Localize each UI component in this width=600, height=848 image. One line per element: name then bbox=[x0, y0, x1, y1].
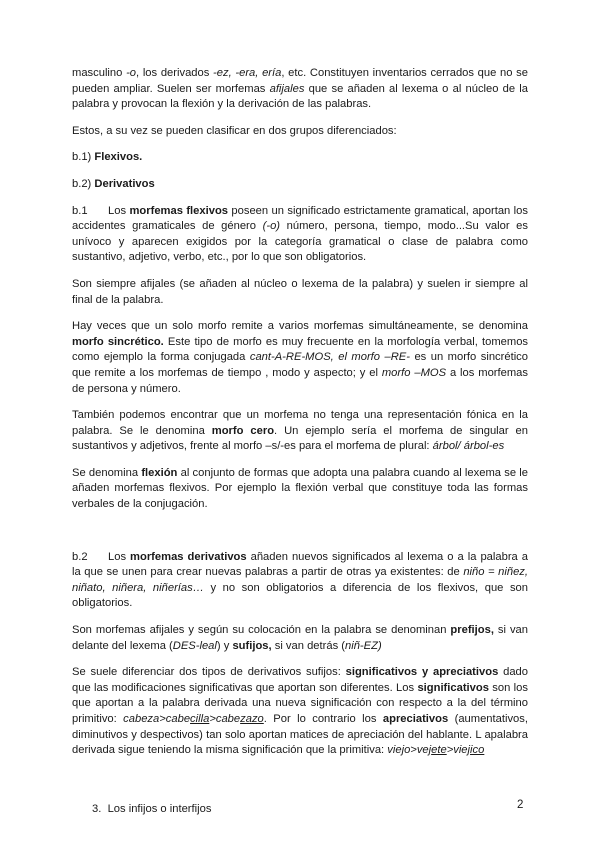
term-morfemas-flexivos: morfemas flexivos bbox=[129, 204, 228, 217]
heading-title: Flexivos. bbox=[94, 151, 143, 164]
example: DES-leal bbox=[172, 639, 217, 652]
section-label: b.1 bbox=[72, 204, 88, 217]
section-title: Los infijos o interfijos bbox=[107, 802, 212, 815]
example: cant-A-RE-MOS, el morfo –RE- bbox=[249, 351, 410, 364]
example bbox=[123, 713, 264, 725]
text: es un morfo sincrético que remite a los morfemas de tiempo , modo y aspecto; y el bbox=[72, 351, 528, 379]
term-significativos: significativos bbox=[417, 681, 489, 694]
example: morfo –MOS bbox=[381, 366, 447, 379]
term-afijales: afijales bbox=[269, 82, 305, 95]
text: Este tipo de morfo es muy frecuente en la morfología verbal, tomemos como ejemplo la forma conjugada bbox=[72, 335, 529, 364]
text: También podemos encontrar que un morfema no tenga una representación fónica en la palabra. Se le denomina bbox=[72, 409, 528, 437]
text: Los bbox=[108, 204, 130, 217]
section-3-heading bbox=[92, 802, 528, 818]
term-morfo-sincretico: morfo sincrético. bbox=[72, 335, 164, 348]
example: niño = niñez, niñato, niñera, niñerías… bbox=[72, 566, 528, 594]
term-significativos-apreciativos: significativos y apreciativos bbox=[345, 666, 499, 679]
heading-prefix: b.1) bbox=[72, 151, 95, 164]
sufijos-paragraph bbox=[72, 665, 528, 759]
term-prefijos: prefijos, bbox=[450, 624, 494, 637]
term-flexion: flexión bbox=[141, 466, 178, 479]
text: Se denomina bbox=[72, 466, 142, 479]
term-sufijos: sufijos, bbox=[232, 639, 272, 652]
example-underlined: ete bbox=[431, 744, 447, 757]
example: árbol/ árbol-es bbox=[432, 440, 505, 453]
example-suffixes: -ez, -era, ería bbox=[213, 67, 282, 79]
flexion-paragraph bbox=[72, 466, 528, 513]
afijales-paragraph bbox=[72, 623, 528, 654]
text: añaden nuevos significados al lexema o a la palabra a la que se unen para crear nuevas palabras a partir de otras ya existentes: de bbox=[72, 550, 528, 579]
example-underlined: ico bbox=[470, 744, 485, 757]
siempre-paragraph: Son siempre afijales (se añaden al núcleo o lexema de la palabra) y suelen ir siempre al final de la palabra. bbox=[72, 277, 528, 306]
text: , etc. Constituyen inventarios cerrados que no se pueden ampliar. Suelen ser morfemas bbox=[72, 67, 528, 95]
example-underlined: zazo bbox=[240, 713, 264, 725]
text: Son morfemas afijales y según su colocación en la palabra se denominan bbox=[72, 624, 451, 637]
flexivos-paragraph bbox=[72, 204, 528, 266]
heading-title: Derivativos bbox=[94, 177, 155, 190]
text: masculino bbox=[72, 67, 127, 79]
example: (-o) bbox=[262, 220, 281, 233]
section-label: b.2 bbox=[72, 550, 88, 563]
term-morfo-cero: morfo cero bbox=[211, 424, 275, 437]
example-underlined: cilla bbox=[190, 713, 210, 725]
example bbox=[387, 744, 484, 756]
spacer bbox=[72, 770, 528, 802]
term-morfemas-derivativos: morfemas derivativos bbox=[130, 550, 247, 563]
text: (aumentativos, diminutivos y despectivos) tan solo aportan matices de apreciación del hablante. L apalabra derivada sigue teniendo la misma significación que la primitiva: bbox=[72, 713, 528, 757]
heading-b1 bbox=[72, 150, 528, 166]
example: niñ-EZ) bbox=[345, 639, 382, 652]
text: si van delante del lexema ( bbox=[72, 624, 528, 652]
example-part: viejo>vej bbox=[387, 744, 432, 757]
text: . Por lo contrario los bbox=[263, 713, 383, 725]
heading-prefix: b.2) bbox=[72, 177, 95, 190]
text: Hay veces que un solo morfo remite a varios morfemas simultáneamente, se denomina bbox=[72, 320, 528, 333]
example-part: >cabe bbox=[209, 713, 241, 725]
text: y no son obligatorios a diferencia de los flexivos, que son obligatorios. bbox=[72, 581, 528, 610]
text: , los derivados bbox=[136, 67, 214, 79]
page-number: 2 bbox=[517, 799, 524, 811]
example-part: cabeza>cabe bbox=[123, 713, 191, 725]
text: son los que aportan a la palabra derivada una nueva significación con respecto a la del término primitivo: bbox=[72, 681, 528, 725]
text: número, persona, tiempo, modo...Su valor es unívoco y aparecen exigidos por la categoría gramatical o clase de palabra como sustantivo, adjetivo, verbo, etc., por lo que son obligatorios. bbox=[72, 220, 528, 264]
example-suffix: -o bbox=[126, 67, 137, 79]
text: si van detrás ( bbox=[271, 639, 345, 652]
text: Se suele diferenciar dos tipos de derivativos sufijos: bbox=[72, 666, 346, 679]
term-apreciativos: apreciativos bbox=[382, 713, 449, 725]
classify-paragraph: Estos, a su vez se pueden clasificar en dos grupos diferenciados: bbox=[72, 124, 397, 137]
intro-paragraph bbox=[72, 66, 528, 113]
document-page bbox=[72, 66, 528, 828]
text: dado que las modificaciones significativas que aportan son diferentes. Los bbox=[72, 666, 529, 694]
text: Los bbox=[108, 550, 131, 563]
example-part: >viej bbox=[446, 744, 471, 757]
text: a los morfemas de persona y número. bbox=[72, 366, 528, 395]
section-number: 3. bbox=[92, 802, 102, 815]
sincretico-paragraph bbox=[72, 319, 528, 397]
text: que se añaden al lexema o al núcleo de la palabra y provocan la flexión y la derivación de las palabras. bbox=[72, 82, 529, 111]
text: poseen un significado estrictamente gramatical, aportan los accidentes gramaticales de género bbox=[72, 204, 528, 233]
heading-b2 bbox=[72, 177, 528, 193]
text: . Un ejemplo sería el morfema de singular en sustantivos y adjetivos, frente al morfo –s/-es para el morfema de plural: bbox=[72, 424, 529, 453]
derivativos-paragraph bbox=[72, 550, 528, 612]
spacer bbox=[72, 524, 528, 550]
text: al conjunto de formas que adopta una palabra cuando al lexema se le añaden morfemas flexivos. Por ejemplo la flexión verbal que constituye toda las formas verbales de la conjugación. bbox=[72, 466, 528, 511]
text: ) y bbox=[216, 639, 233, 652]
cero-paragraph bbox=[72, 408, 528, 455]
